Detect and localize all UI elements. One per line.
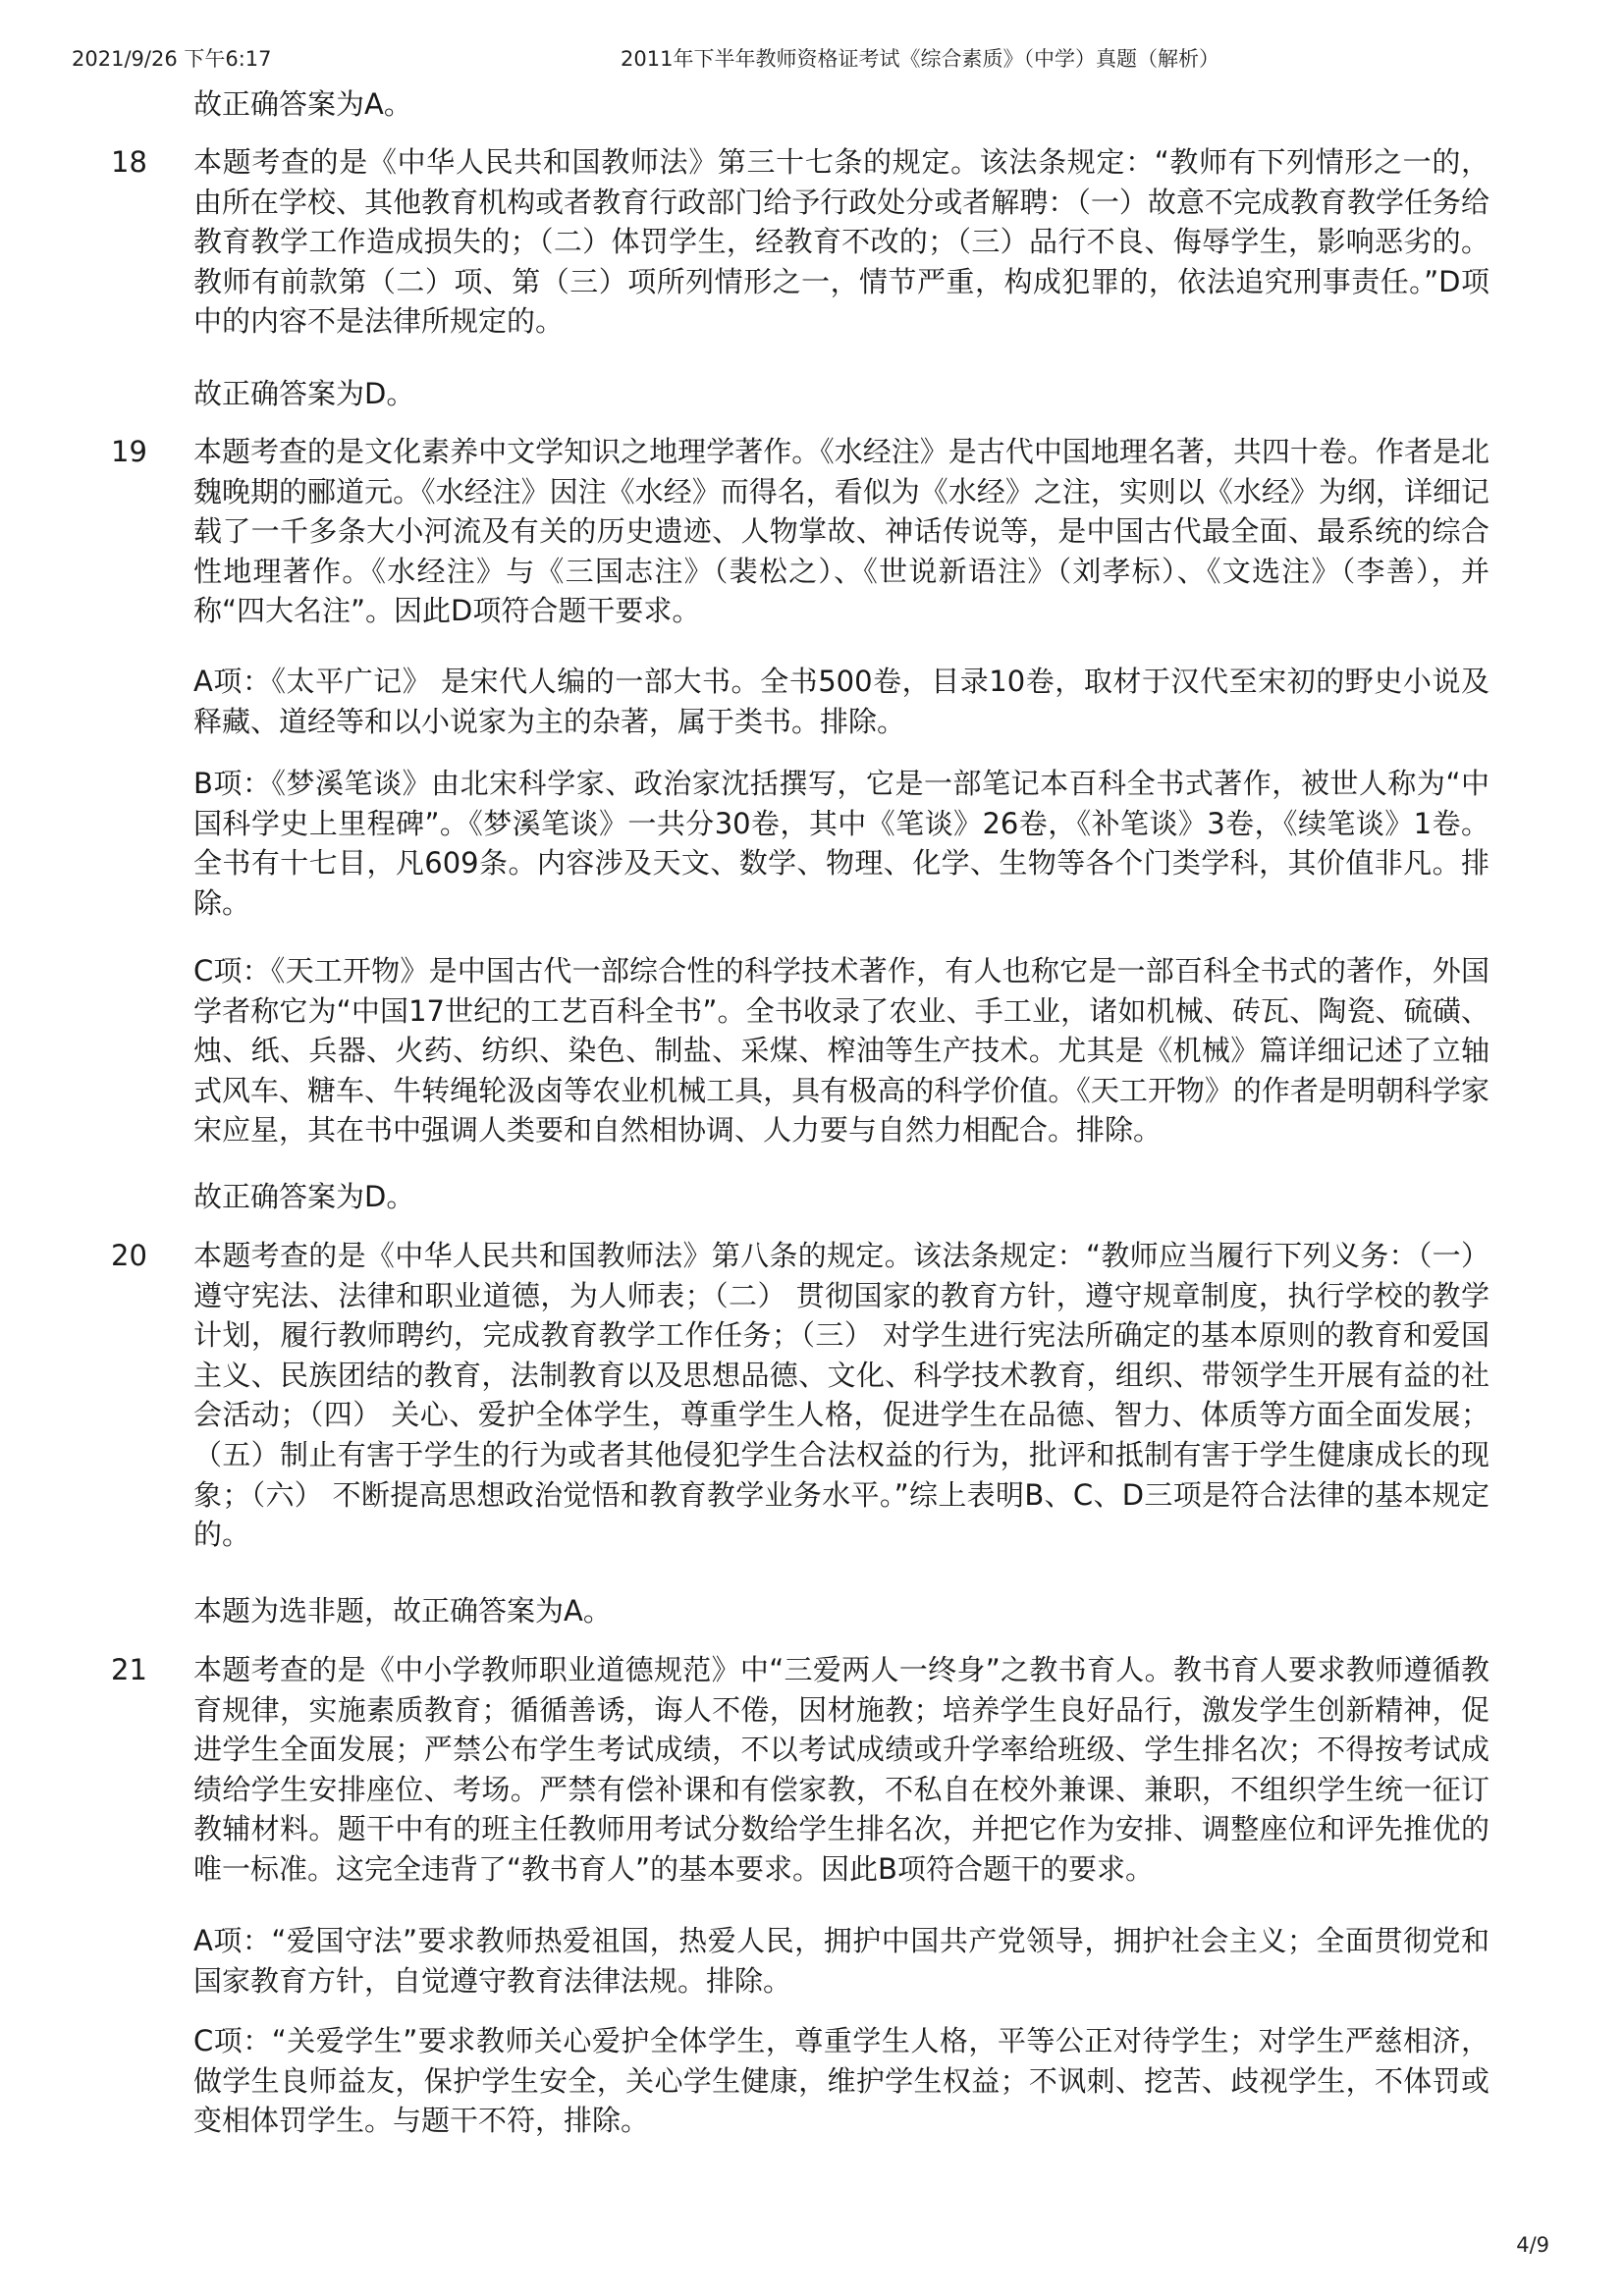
question-18-answer: 故正确答案为D。 <box>193 377 415 410</box>
question-19-option-c: C项：《天工开物》是中国古代一部综合性的科学技术著作，有人也称它是一部百科全书式的著作，外国学者称它为“中国17世纪的工艺百科全书”。全书收录了农业、手工业，诸如机械、砖瓦、陶瓷、硫磺、烛、纸、兵器、火药、纺织、染色、制盐、采煤、榨油等生产技术。尤其是《机械》篇详细记述了立轴式风车、糖车、牛转绳轮汲卤等农业机械工具，具有极高的科学价值。《天工开物》的作者是明朝科学家宋应星，其在书中强调人类要和自然相协调、人力要与自然力相配合。排除。 <box>193 954 1489 1148</box>
question-19-option-a: A项：《太平广记》 是宋代人编的一部大书。全书500卷，目录10卷，取材于汉代至宋初的野史小说及释藏、道经等和以小说家为主的杂著，属于类书。排除。 <box>193 665 1489 738</box>
question-number-18: 18 <box>111 145 147 179</box>
question-19-answer: 故正确答案为D。 <box>193 1180 415 1213</box>
question-21-explanation: 本题考查的是《中小学教师职业道德规范》中“三爱两人一终身”之教书育人。教书育人要求教师遵循教育规律，实施素质教育；循循善诱，诲人不倦，因材施教；培养学生良好品行，激发学生创新精神，促进学生全面发展；严禁公布学生考试成绩，不以考试成绩或升学率给班级、学生排名次；不得按考试成绩给学生安排座位、考场。严禁有偿补课和有偿家教，不私自在校外兼课、兼职，不组织学生统一征订教辅材料。题干中有的班主任教师用考试分数给学生排名次，并把它作为安排、调整座位和评先推优的唯一标准。这完全违背了“教书育人”的基本要求。因此B项符合题干的要求。 <box>193 1653 1489 1886</box>
document-title: 2011年下半年教师资格证考试《综合素质》（中学）真题（解析） <box>621 47 1219 71</box>
print-datetime: 2021/9/26 下午6:17 <box>72 47 272 71</box>
question-20-answer: 本题为选非题，故正确答案为A。 <box>193 1594 612 1628</box>
question-18-explanation: 本题考查的是《中华人民共和国教师法》第三十七条的规定。该法条规定：“教师有下列情形之一的，由所在学校、其他教育机构或者教育行政部门给予行政处分或者解聘：（一）故意不完成教育教学任务给教育教学工作造成损失的；（二）体罚学生，经教育不改的；（三）品行不良、侮辱学生，影响恶劣的。教师有前款第（二）项、第（三）项所列情形之一，情节严重，构成犯罪的，依法追究刑事责任。”D项中的内容不是法律所规定的。 <box>193 145 1489 339</box>
page-number: 4/9 <box>1516 2233 1549 2257</box>
question-21-option-c: C项：“关爱学生”要求教师关心爱护全体学生，尊重学生人格，平等公正对待学生；对学生严慈相济，做学生良师益友，保护学生安全，关心学生健康，维护学生权益；不讽刺、挖苦、歧视学生，不体罚或变相体罚学生。与题干不符，排除。 <box>193 2024 1489 2138</box>
answer-line: 故正确答案为A。 <box>193 87 412 121</box>
question-number-20: 20 <box>111 1239 147 1272</box>
question-19-explanation: 本题考查的是文化素养中文学知识之地理学著作。《水经注》是古代中国地理名著，共四十卷。作者是北魏晚期的郦道元。《水经注》因注《水经》而得名，看似为《水经》之注，实则以《水经》为纲，详细记载了一千多条大小河流及有关的历史遗迹、人物掌故、神话传说等，是中国古代最全面、最系统的综合性地理著作。《水经注》与《三国志注》（裴松之）、《世说新语注》（刘孝标）、《文选注》（李善），并称“四大名注”。因此D项符合题干要求。 <box>193 435 1489 628</box>
question-20-explanation: 本题考查的是《中华人民共和国教师法》第八条的规定。该法条规定：“教师应当履行下列义务：（一） 遵守宪法、法律和职业道德，为人师表；（二） 贯彻国家的教育方针，遵守规章制度，执行学校的教学计划，履行教师聘约，完成教育教学工作任务；（三） 对学生进行宪法所确定的基本原则的教育和爱国主义、民族团结的教育，法制教育以及思想品德、文化、科学技术教育，组织、带领学生开展有益的社会活动；（四） 关心、爱护全体学生，尊重学生人格，促进学生在品德、智力、体质等方面全面发展；（五）制止有害于学生的行为或者其他侵犯学生合法权益的行为，批评和抵制有害于学生健康成长的现象；（六） 不断提高思想政治觉悟和教育教学业务水平。”综上表明B、C、D三项是符合法律的基本规定的。 <box>193 1239 1489 1552</box>
question-21-option-a: A项：“爱国守法”要求教师热爱祖国，热爱人民，拥护中国共产党领导，拥护社会主义；全面贯彻党和国家教育方针，自觉遵守教育法律法规。排除。 <box>193 1924 1489 1998</box>
question-19-option-b: B项：《梦溪笔谈》由北宋科学家、政治家沈括撰写，它是一部笔记本百科全书式著作，被世人称为“中国科学史上里程碑”。《梦溪笔谈》一共分30卷，其中《笔谈》26卷，《补笔谈》3卷，《续笔谈》1卷。全书有十七目，凡609条。内容涉及天文、数学、物理、化学、生物等各个门类学科，其价值非凡。排除。 <box>193 767 1489 920</box>
question-number-19: 19 <box>111 435 147 468</box>
question-number-21: 21 <box>111 1653 147 1686</box>
